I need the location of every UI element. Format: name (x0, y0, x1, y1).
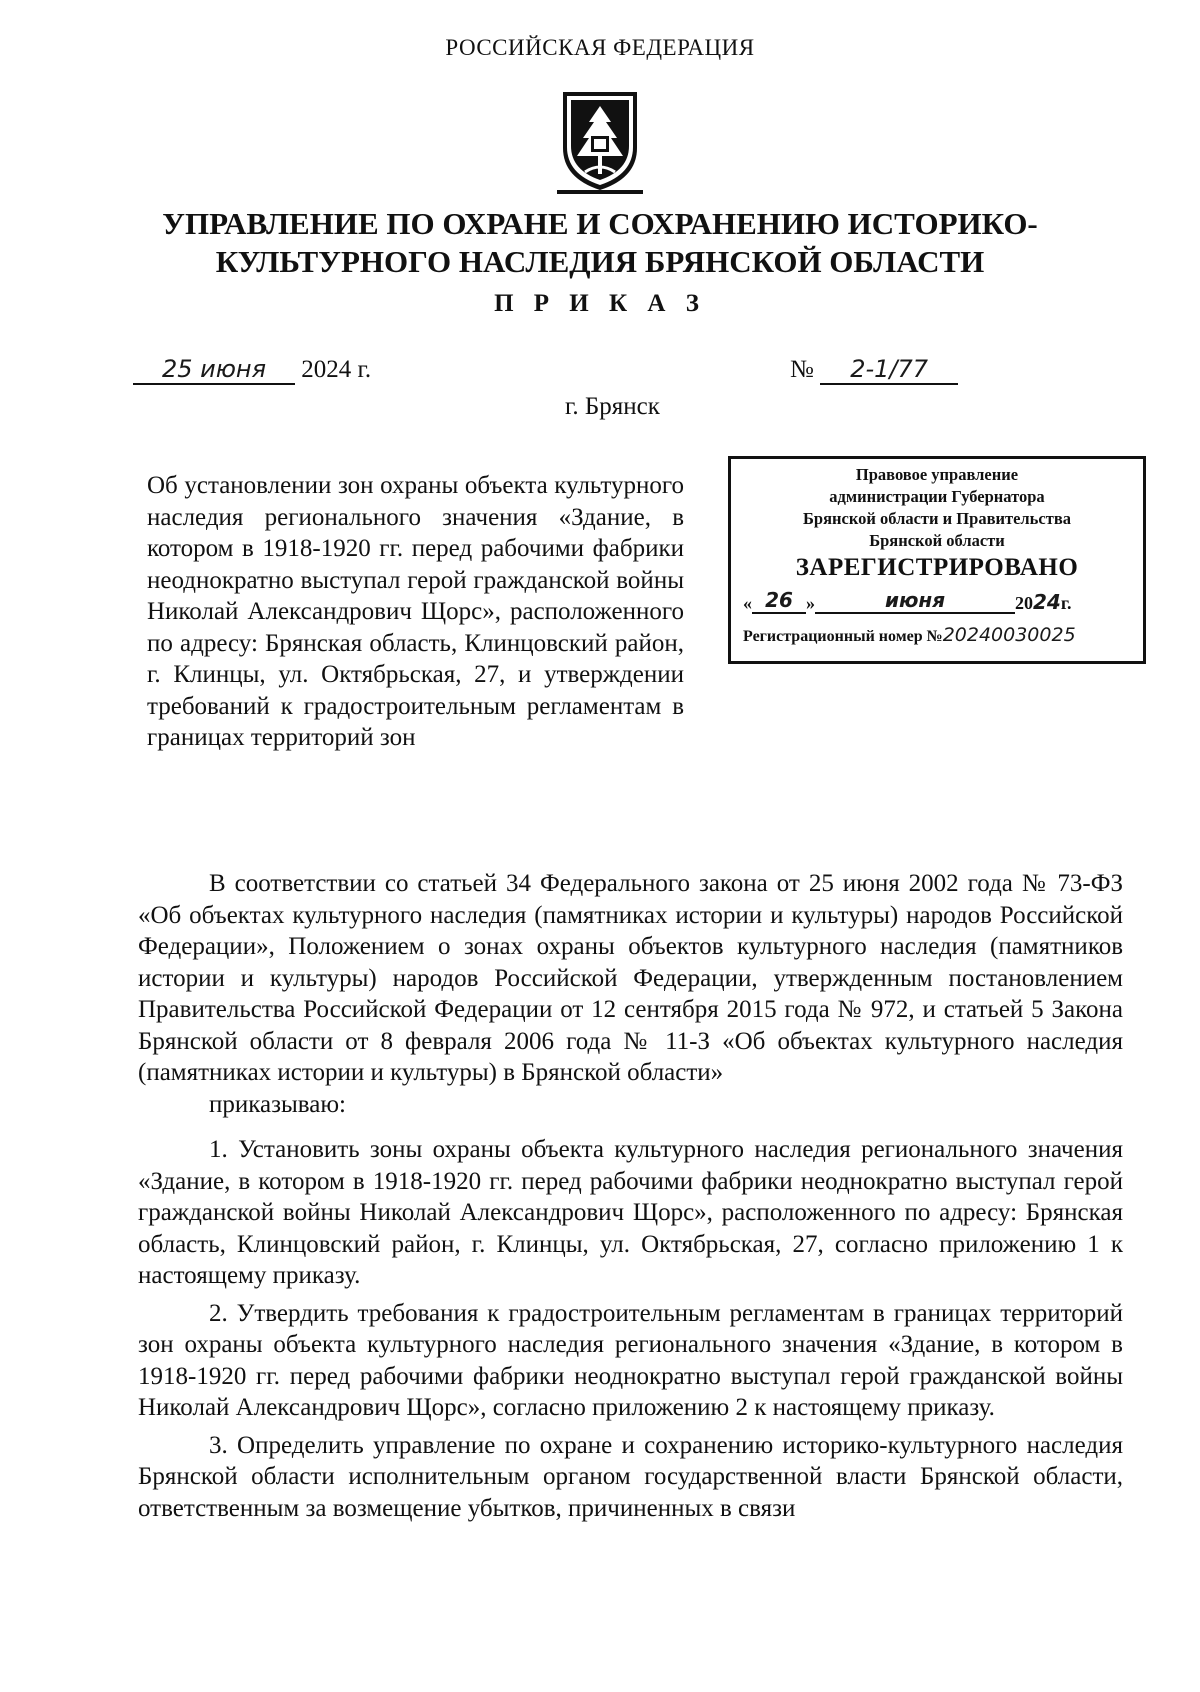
document-type-title: П Р И К А З (494, 290, 706, 317)
stamp-reg-label: Регистрационный номер № (743, 628, 943, 645)
order-date (133, 355, 371, 385)
preamble-paragraph: В соответствии со статьей 34 Федерального закона от 25 июня 2002 года № 73-ФЗ «Об объектах культурного наследия (памятниках истории и культуры) народов Российской Федерации», Положением о зонах охраны объектов культурного наследия (памятников истории и культуры) народов Российской Федерации, утвержденным постановлением Правительства Российской Федерации от 12 сентября 2015 года № 972, и статьей 5 Закона Брянской области от 8 февраля 2006 года № 11-З «Об объектах культурного наследия (памятниках истории и культуры) в Брянской области» (138, 870, 1123, 1086)
organization-name-line1: УПРАВЛЕНИЕ ПО ОХРАНЕ И СОХРАНЕНИЮ ИСТОРИКО- (162, 206, 1038, 241)
stamp-date-line: « 26 » июня 20 24 г. (743, 588, 1072, 614)
order-body (138, 868, 1123, 1530)
bryansk-coat-of-arms-icon (549, 86, 651, 196)
order-year: 2024 г. (301, 356, 372, 383)
order-item-2: 2. Утвердить требования к градостроительным регламентам в границах территорий зон охраны объекта культурного наследия регионального значения «Здание, в котором в 1918-1920 гг. перед рабочими фабрики неоднократно выступал герой гражданской войны Николай Александрович Щорс», согласно приложению 2 к настоящему приказу. (138, 1299, 1123, 1421)
order-item-1: 1. Установить зоны охраны объекта культурного наследия регионального значения «Здание, в котором в 1918-1920 гг. перед рабочими фабрики неоднократно выступал герой гражданской войны Николай Александрович Щорс», расположенного по адресу: Брянская область, Клинцовский район, г. Клинцы, ул. Октябрьская, 27, согласно приложению 1 к настоящему приказу. (138, 1136, 1123, 1289)
country-heading: РОССИЙСКАЯ ФЕДЕРАЦИЯ (445, 35, 755, 60)
stamp-month: июня (815, 588, 1015, 614)
number-sign: № (790, 356, 814, 383)
stamp-day: 26 (752, 588, 806, 614)
handwritten-number: 2-1/77 (820, 355, 958, 385)
order-item-3: 3. Определить управление по охране и сохранению историко-культурного наследия Брянской области исполнительным органом государственной власти Брянской области, ответственным за возмещение убытков, причиненных в связи (138, 1431, 1123, 1522)
registration-stamp (728, 456, 1146, 664)
stamp-line-4: Брянской области (869, 531, 1005, 550)
organization-name (150, 205, 1050, 281)
command-word: приказываю: (209, 1090, 346, 1118)
order-number (790, 355, 958, 385)
stamp-year-suffix: г. (1060, 593, 1072, 613)
stamp-line-2: администрации Губернатора (829, 487, 1045, 506)
city-name: г. Брянск (565, 393, 660, 420)
stamp-line-1: Правовое управление (855, 465, 1019, 484)
stamp-line-3: Брянской области и Правительства (803, 509, 1071, 528)
order-subject: Об установлении зон охраны объекта культурного наследия регионального значения «Здание, в котором в 1918-1920 гг. перед рабочими фабрики неоднократно выступал герой гражданской войны Николай Александрович Щорс», расположенного по адресу: Брянская область, Клинцовский район, г. Клинцы, ул. Октябрьская, 27, и утверждении требований к градостроительным регламентам в границах территорий зон (147, 472, 684, 751)
stamp-reg-number (731, 624, 1143, 646)
stamp-reg-number-value: 20240030025 (942, 624, 1076, 646)
stamp-year: 24 (1033, 590, 1061, 614)
organization-name-line2: КУЛЬТУРНОГО НАСЛЕДИЯ БРЯНСКОЙ ОБЛАСТИ (215, 244, 985, 279)
handwritten-date: 25 июня (133, 355, 295, 385)
stamp-registered: ЗАРЕГИСТРИРОВАНО (795, 554, 1079, 581)
stamp-year-prefix: 20 (1015, 593, 1033, 613)
